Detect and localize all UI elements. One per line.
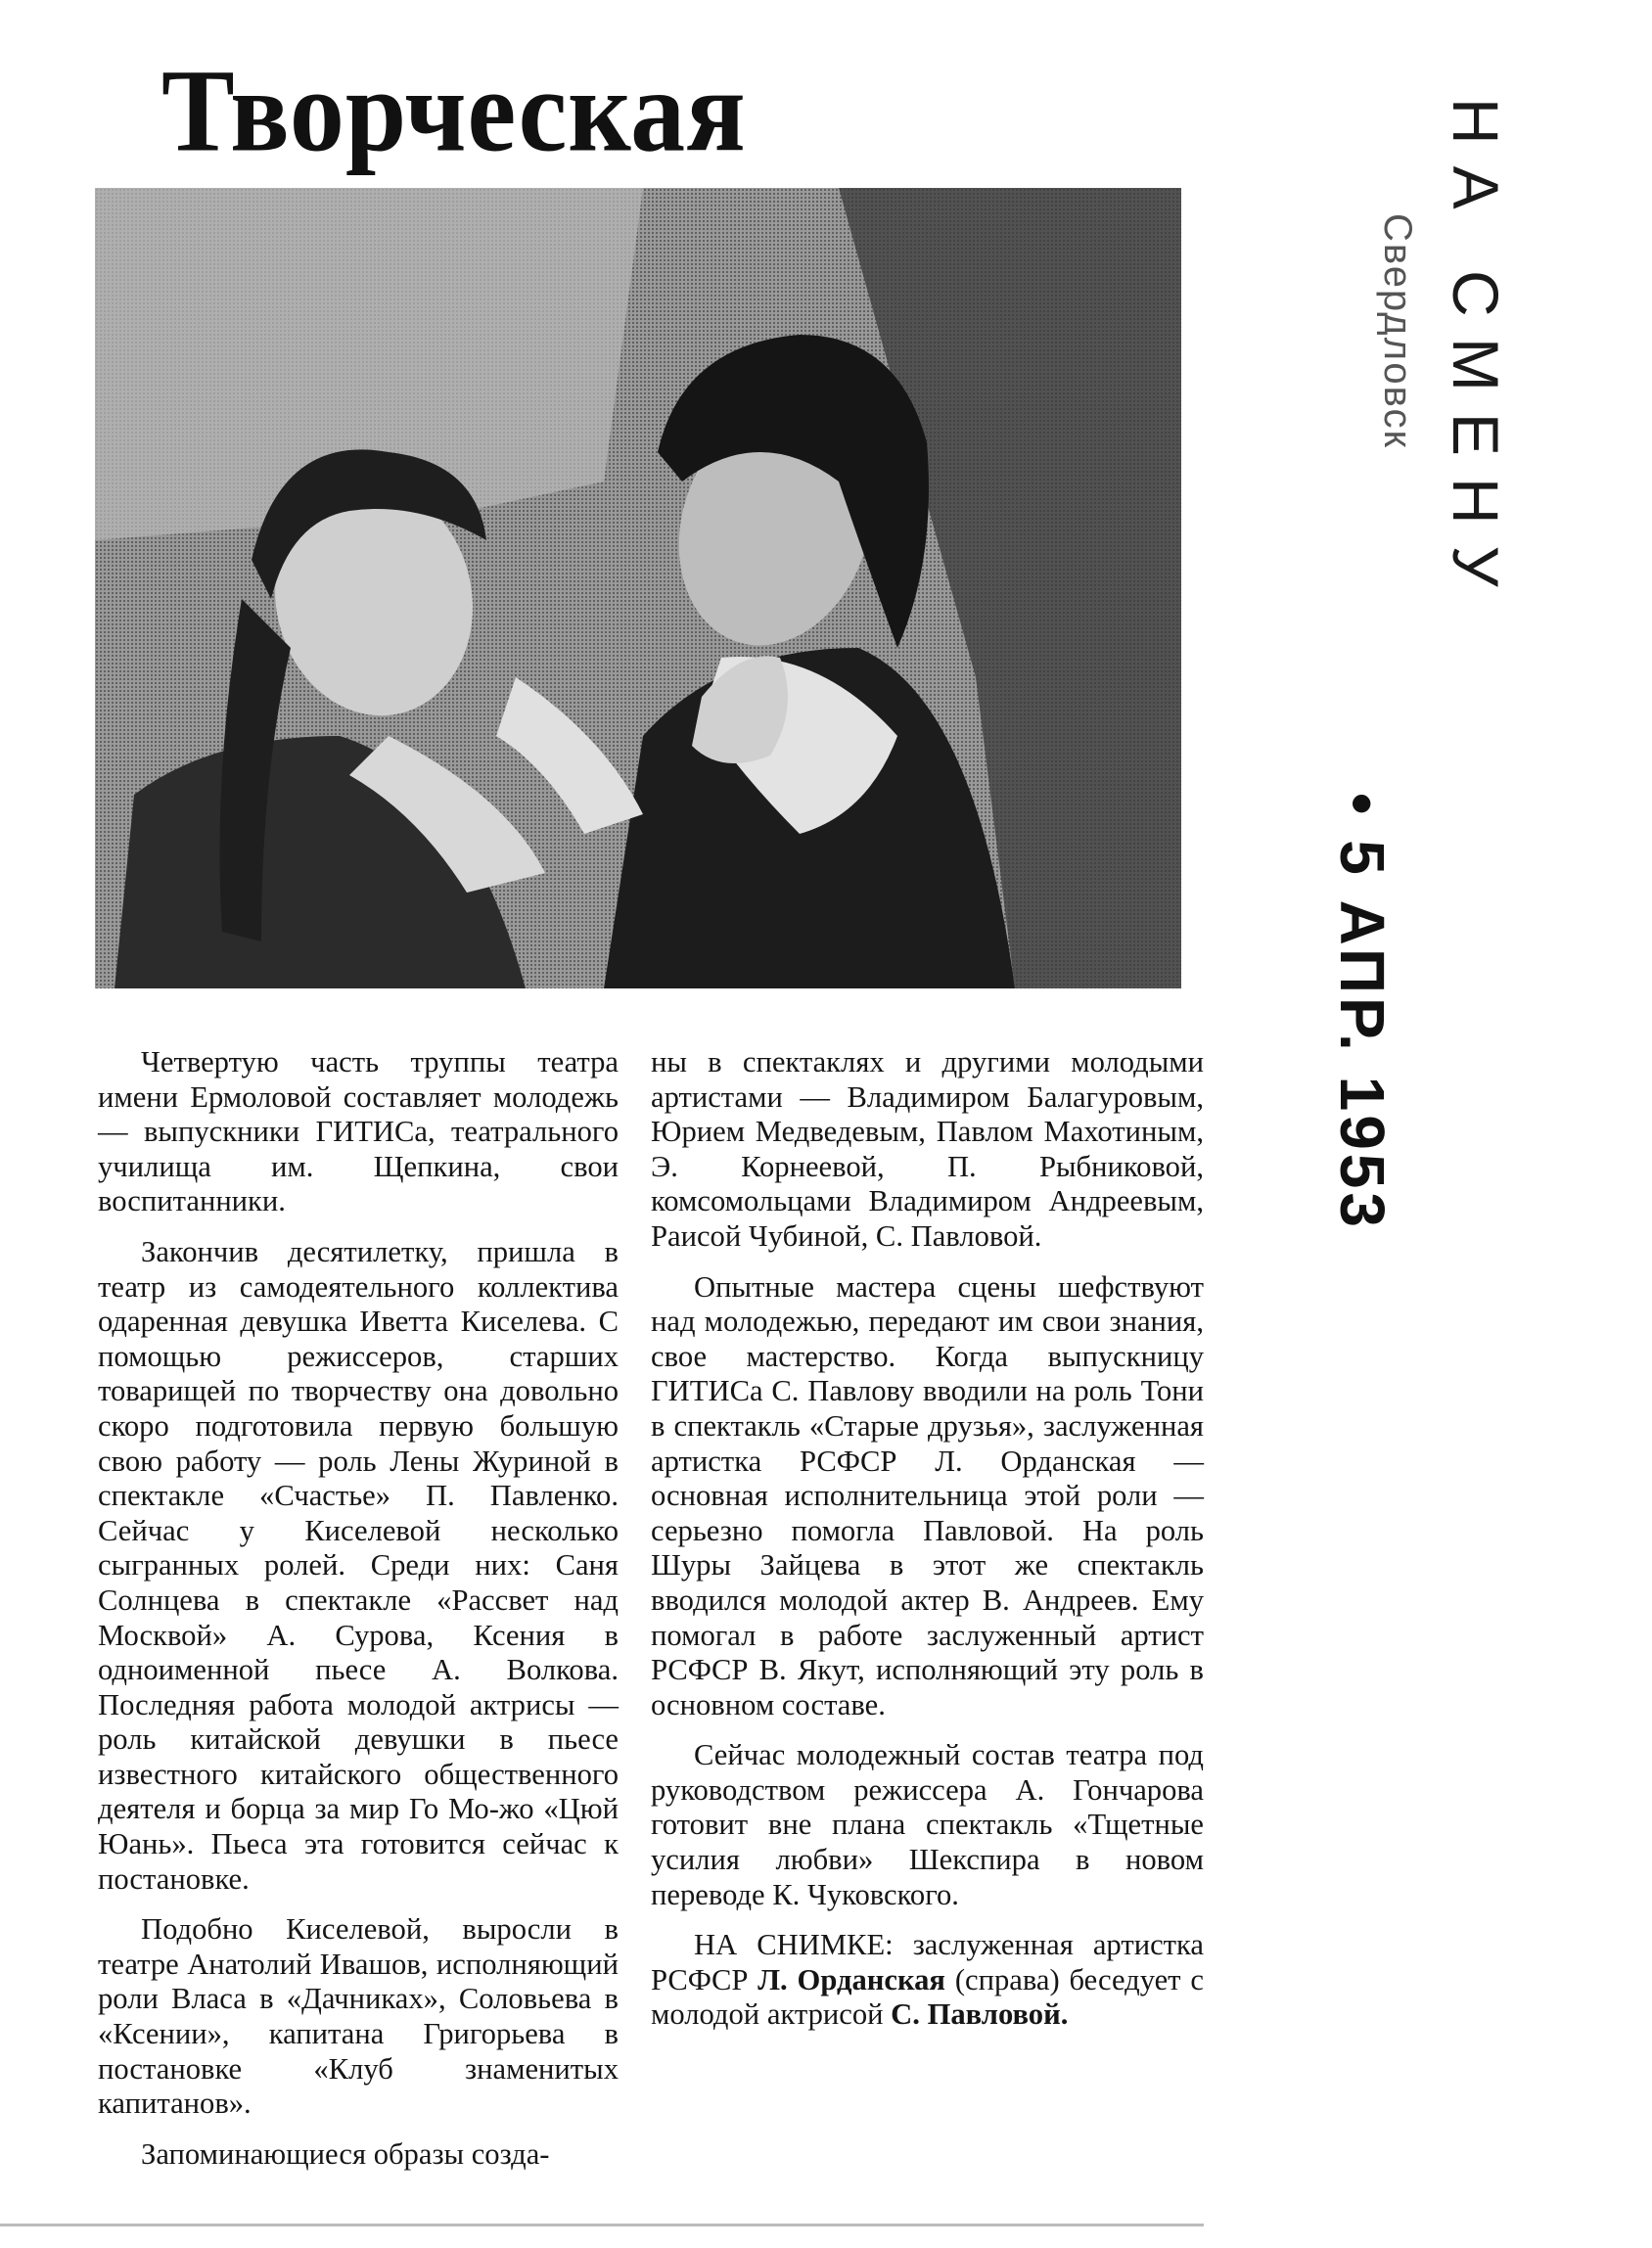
article-photo [95, 188, 1181, 988]
newspaper-masthead: НА СМЕНУ [1440, 98, 1512, 609]
caption-lead: НА СНИМКЕ: [694, 1928, 894, 1962]
date-stamp: • 5 АПР. 1953 [1327, 793, 1398, 1231]
article-paragraph: Четвертую часть труппы театра имени Ермоловой составляет молодежь — выпускники ГИТИСа, театрального училища им. Щепкина, свои воспитанники. [98, 1045, 619, 1218]
article-paragraph: Опытные мастера сцены шефствуют над молодежью, передают им свои знания, свое мастерство. Когда выпускницу ГИТИСа С. Павлову вводили на роль Тони в спектакль «Старые друзья», заслуженная артистка РСФСР Л. Орданская — основная исполнительница этой роли — серьезно помогла Павловой. На роль Шуры Зайцева в этот же спектакль вводился молодой актер В. Андреев. Ему помогал в работе заслуженный артист РСФСР В. Якут, исполняющий эту роль в основном составе. [651, 1269, 1204, 1721]
article-column-2 [651, 1045, 1204, 2048]
caption-text: (справа) беседует с молодой актрисой [651, 1962, 1204, 2032]
article-paragraph: Закончив десятилетку, пришла в театр из самодеятельного коллектива одаренная девушка Иветта Киселева. С помощью режиссеров, старших товарищей по творчеству она довольно скоро подготовила первую большую свою работу — роль Лены Журиной в спектакле «Счастье» П. Павленко. Сейчас у Киселевой несколько сыгранных ролей. Среди них: Саня Солнцева в спектакле «Рассвет над Москвой» А. Сурова, Ксения в одноименной пьесе А. Волкова. Последняя работа молодой актрисы — роль китайской девушки в пьесе известного китайского общественного деятеля и борца за мир Го Мо-жо «Цюй Юань». Пьеса эта готовится сейчас к постановке. [98, 1234, 619, 1896]
headline: Творческая [161, 45, 747, 177]
caption-name: Л. Орданская [757, 1962, 945, 1996]
caption-name: С. Павловой. [891, 1997, 1069, 2032]
article-column-1 [98, 1045, 619, 2187]
article-paragraph: Подобно Киселевой, выросли в театре Анатолий Ивашов, исполняющий роли Власа в «Дачниках», Соловьева в «Ксении», капитана Григорьева в постановке «Клуб знаменитых капитанов». [98, 1912, 619, 2121]
bottom-rule [0, 2224, 1204, 2226]
article-paragraph-continued: ны в спектаклях и другими молодыми артистами — Владимиром Балагуровым, Юрием Медведевым, Павлом Махотиным, Э. Корнеевой, П. Рыбниковой, комсомольцами Владимиром Андреевым, Раисой Чубиной, С. Павловой. [651, 1045, 1204, 1253]
photo-two-actresses-icon [95, 188, 1181, 988]
photo-caption [651, 1928, 1204, 2033]
caption-text: заслуженная артистка РСФСР [651, 1928, 1204, 1996]
article-paragraph: Запоминающиеся образы созда- [141, 2136, 550, 2171]
article-paragraph: Сейчас молодежный состав театра под руководством режиссера А. Гончарова готовит вне плана спектакль «Тщетные усилия любви» Шекспира в новом переводе К. Чуковского. [651, 1738, 1204, 1911]
newspaper-city: Свердловск [1376, 213, 1419, 449]
